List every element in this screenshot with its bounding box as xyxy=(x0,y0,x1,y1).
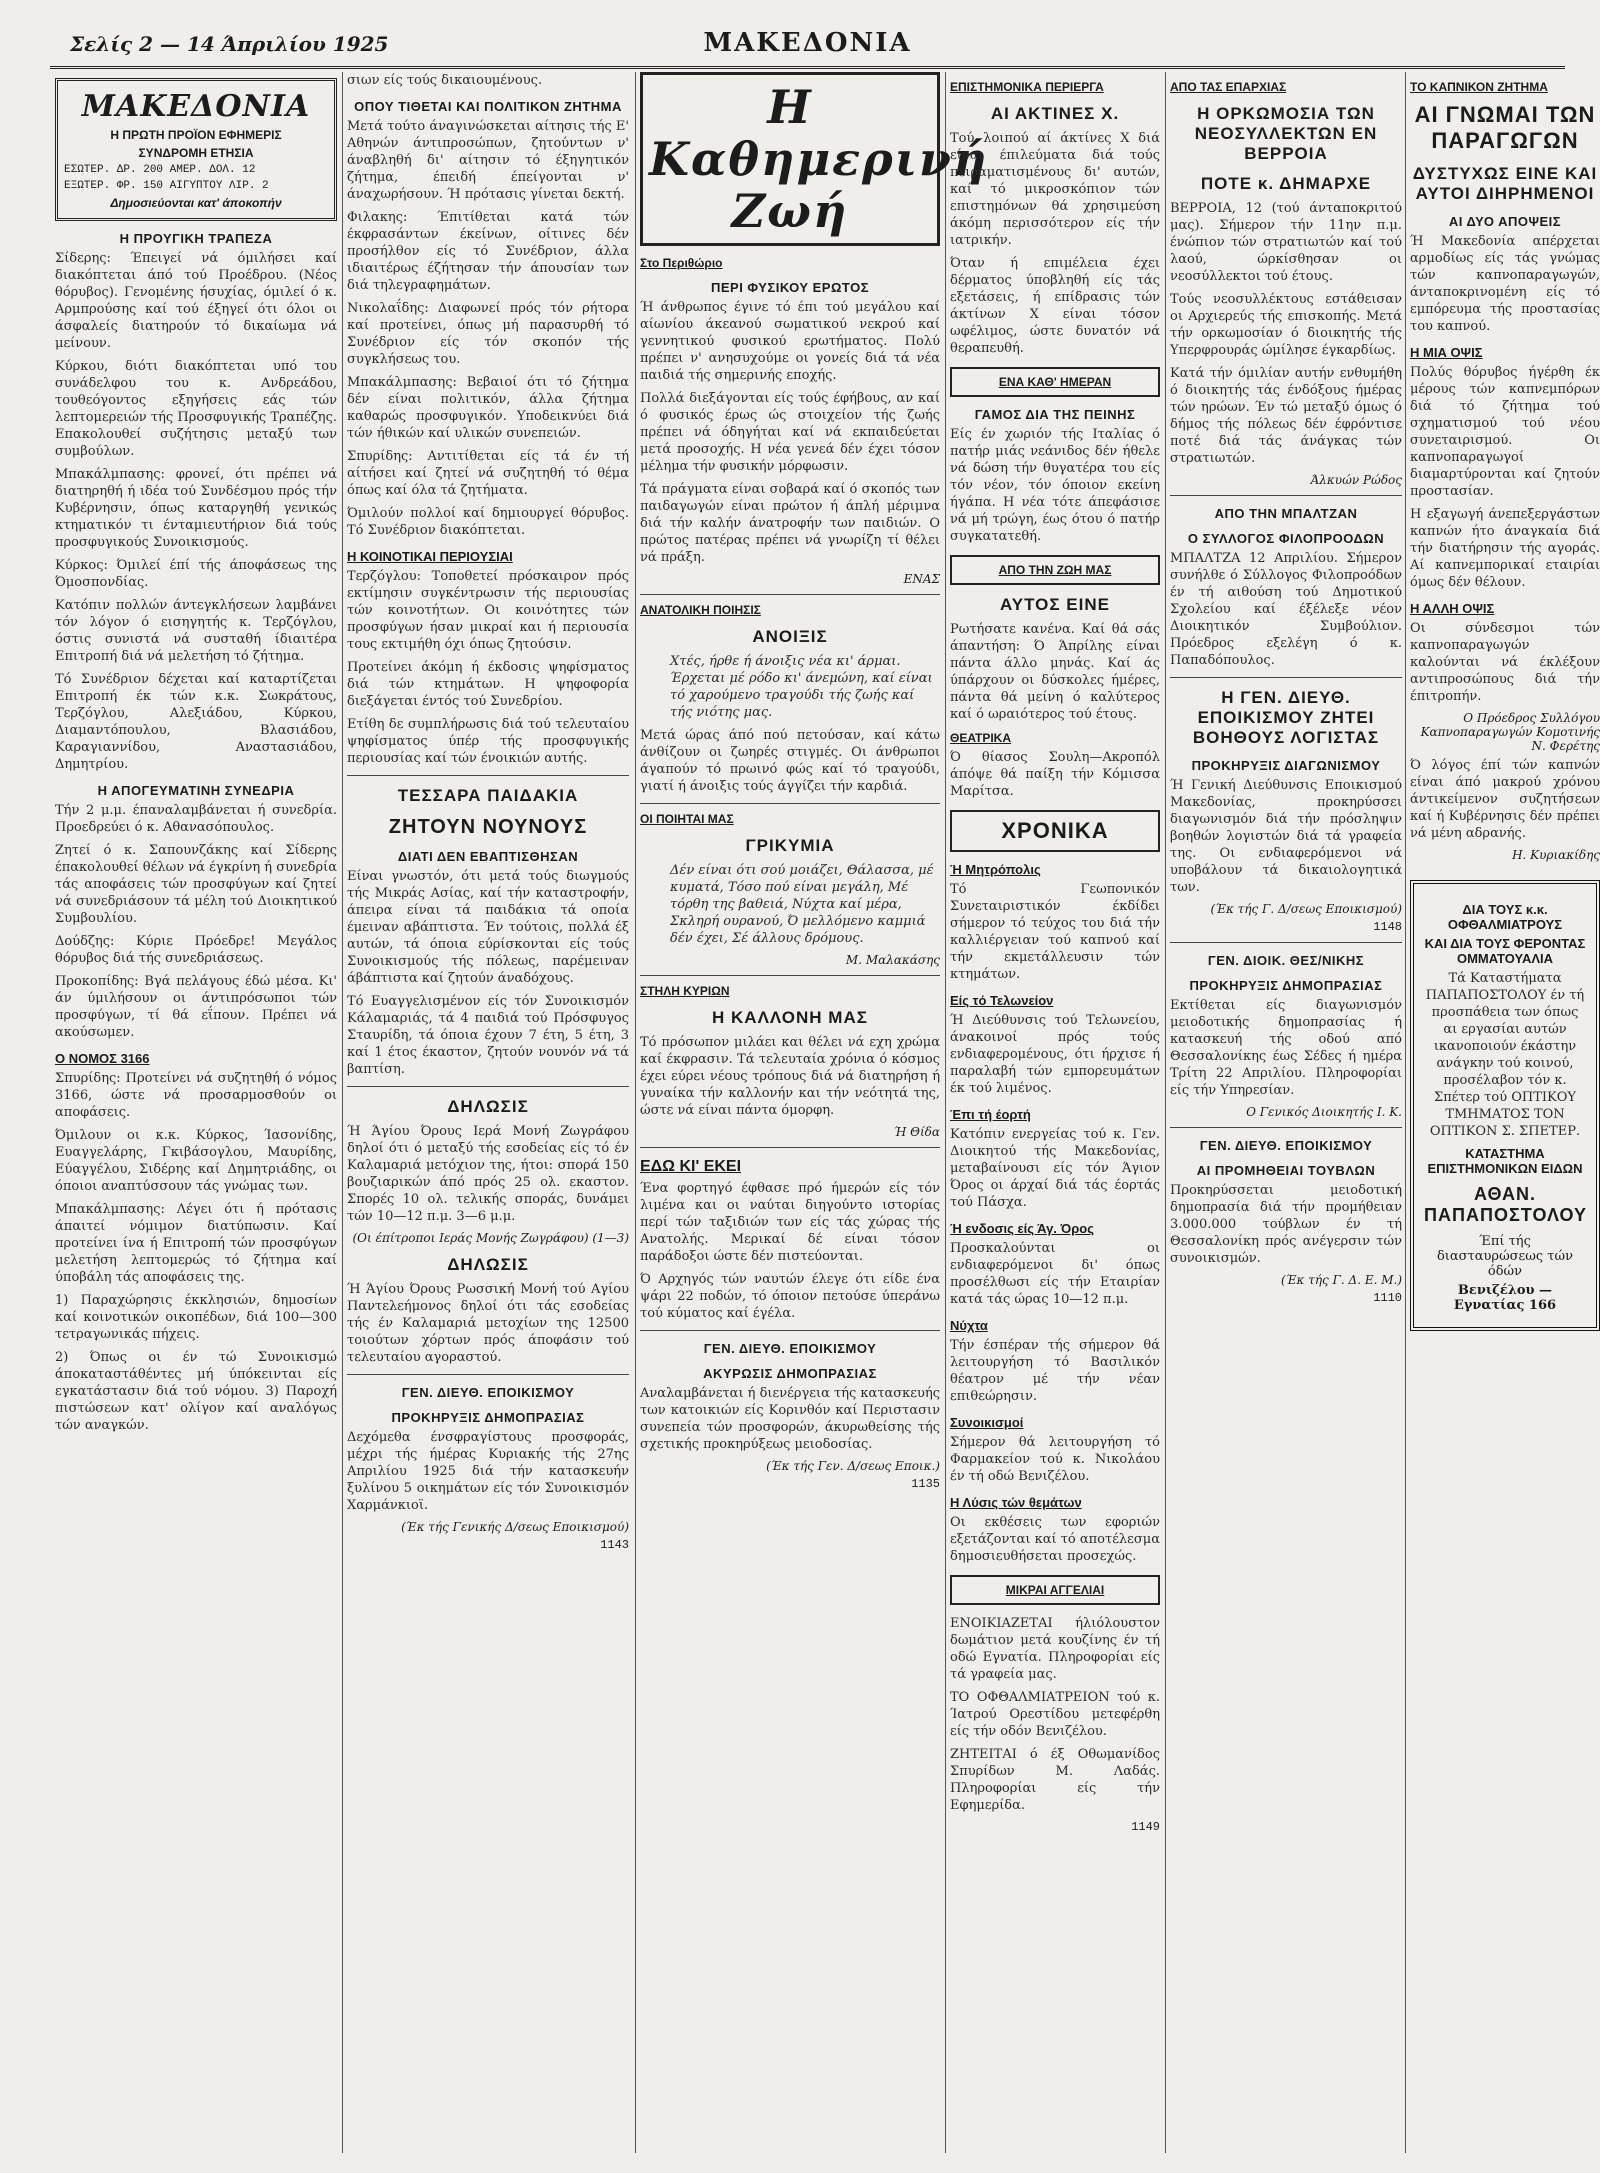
paragraph: Μπακάλμπασης: Λέγει ότι ή πρότασις άπαιτεί νόμιμον διατύπωσιν. Καί προτείνει ίνα ή Επιτροπή τών προσφύγων μελετήση λεπτομερώς τό ζήτημα καί ύποβάλη τάς αποφάσεις της. xyxy=(55,1202,337,1285)
subhead: Η Λύσις τών θεμάτων xyxy=(950,1495,1082,1510)
headline: Η ΟΡΚΩΜΟΣΙΑ ΤΩΝ ΝΕΟΣΥΛΛΕΚΤΩΝ ΕΝ ΒΕΡΡΟΙΑ xyxy=(1194,104,1378,163)
headline: ΓΕΝ. ΔΙΕΥΘ. ΕΠΟΙΚΙΣΜΟΥ xyxy=(401,1385,575,1400)
headline: ΑΙ ΓΝΩΜΑΙ ΤΩΝ ΠΑΡΑΓΩΓΩΝ xyxy=(1414,102,1596,153)
section-box xyxy=(950,1575,1160,1605)
headline: ΑΙ ΠΡΟΜΗΘΕΙΑΙ ΤΟΥΒΛΩΝ xyxy=(1196,1163,1376,1178)
paragraph: Κατά τήν όμιλίαν αυτήν ενθυμήθη ό διοικητής τάς ένδόξους ήμέρας τών ηρώων. Έν τώ μεταξύ όμως ό δήμος τής πόλεως δέν έφρόντισε ποτέ διά τάς άνάγκας τών στρατιωτών. xyxy=(1170,366,1402,466)
column-5 xyxy=(1170,72,1402,2153)
column-2 xyxy=(347,72,629,2153)
headline: Η ΠΡΟΥΓΙΚΗ ΤΡΑΠΕΖΑ xyxy=(119,231,273,246)
column-4 xyxy=(950,72,1160,2153)
section-label: ΣΤΗΛΗ ΚΥΡΙΩΝ xyxy=(640,984,730,998)
headline: ΠΡΟΚΗΡΥΞΙΣ ΔΗΜΟΠΡΑΣΙΑΣ xyxy=(1189,978,1383,993)
headline: ΠΟΤΕ κ. ΔΗΜΑΡΧΕ xyxy=(1200,174,1372,193)
paragraph: Τερζόγλου: Τοποθετεί πρόσκαιρον πρός εκτίμησιν συγκέντρωσιν τής περιουσίας τών κοινοτήτων. Οι κοινότητες τών προσφύγων ήσαν μικραί και ή περιουσία τους εκτιμήθη όχι όπως ζητούσιν. xyxy=(347,569,629,652)
paragraph: Πολλά διεξάγονται είς τούς έφήβους, αν καί ό φυσικός έρως ώς στοιχείον τής ζωής πρέπει νά όδηγήται καί νά εκπαιδεύεται μετά προσοχής. Η νέα γενεά δέν έχει τόσον μέλημα τήν φυσικήν μόρφωσιν. xyxy=(640,391,940,474)
paragraph: Κύρκου, διότι διακόπτεται υπό του συνάδελφου του κ. Ανδρεάδου, τουθεόγοντος εξηγήσεις εάς τών λεπτομερειών τής Προσφυγικής Τραπέζης. Επακολουθεί συζήτησις μεταξύ των συμβούλων. xyxy=(55,359,337,459)
paragraph: Σπυρίδης: Αντιτίθεται είς τά έν τή αίτήσει καί ζητεί νά συζητηθή τό θέμα όπως καί όλα τά ζητήματα. xyxy=(347,449,629,498)
headline: Ο ΣΥΛΛΟΓΟΣ ΦΙΛΟΠΡΟΟΔΩΝ xyxy=(1187,531,1385,546)
divider xyxy=(1170,942,1402,943)
subhead: Ή ενδοσις είς Άγ. Όρος xyxy=(950,1221,1094,1236)
classified-ad: ΤΟ ΟΦΘΑΛΜΙΑΤΡΕΙΟΝ τού κ. Ίατρού Ορεστίδου μετεφέρθη είς τήν οδόν Βενιζέλου. xyxy=(950,1690,1160,1739)
column-rule xyxy=(635,72,636,2153)
paragraph: 2) Όπως οι έν τώ Συνοικισμώ άποκαταστάθέντες μή ύπόκεινται είς εγκατάστασιν διά τού νόμου. 3) Παροχή πιστώσεων κατ' ολίγον καί αναλόγως τών αναγκών. xyxy=(55,1350,337,1433)
subhead: Ή Μητρόπολις xyxy=(950,862,1041,877)
ad-body: Τά Καταστήματα ΠΑΠΑΠΟΣΤΟΛΟΥ έν τή προσπάθεια των όπως αι εργασίαι αυτών ικανοποιούν έκάστην ανάγκην τού κοινού, προσέλαβον τόν κ. Σπέτερ τού ΟΠΤΙΚΟΥ ΤΜΗΜΑΤΟΣ ΤΟΝ ΟΠΤΙΚΟΝ Σ. ΣΠΕΤΕΡ. xyxy=(1425,971,1585,1139)
headline: ΔΥΣΤΥΧΩΣ ΕΙΝΕ ΚΑΙ ΑΥΤΟΙ ΔΙΗΡΗΜΕΝΟΙ xyxy=(1412,164,1598,203)
column-rule xyxy=(1405,72,1406,2153)
paragraph: Τούς νεοσυλλέκτους εστάθεισαν οι Αρχιερεύς τής επισκοπής. Μετά τήν ορκωμοσίαν ό διοικητής τής Υπερφρουράς ώμίλησε έγκαρδίως. xyxy=(1170,292,1402,358)
headline: ΑΝΟΙΞΙΣ xyxy=(752,627,828,646)
paragraph: Ή Μακεδονία απέρχεται αρμοδίως είς τάς γνώμας τών καπνοπαραγωγών, άνταποκρινομένη είς τό εμπόρευμα τής προστασίας του καπνού. xyxy=(1410,234,1600,334)
paragraph: Ή Άγίου Όρους Ρωσσική Μονή τού Αγίου Παντελεήμονος δηλοί ότι τάς εσοδείας τής έν Καλαμαριά μετοχίων της 12500 τοιούτων χόρτων πρός άποφάσιν τού τελευταίου αγοραστού. xyxy=(347,1282,629,1365)
subhead: Η ΜΙΑ ΟΨΙΣ xyxy=(1410,345,1483,360)
classified-ad: ΕΝΟΙΚΙΑΖΕΤΑΙ ήλιόλουστον δωμάτιον μετά κουζίνης έν τή οδώ Εγνατία. Πληροφορίαι είς τά γραφεία μας. xyxy=(950,1616,1160,1682)
paragraph: Ετίθη δε συμπλήρωσις διά τού τελευταίου ψηφίσματος ύπέρ τής προσφυγικής περιουσίας καί τών ένοικιών αυτής. xyxy=(347,717,629,766)
subhead: Συνοικισμοί xyxy=(950,1415,1024,1430)
paragraph: Προκηρύσσεται μειοδοτική δημοπρασία διά τήν προμήθειαν 3.000.000 τούβλων έν τή Θεσσαλονίκη πρός ανέγερσιν τών συνοικισμών. xyxy=(1170,1183,1402,1266)
headline: ΧΡΟΝΙΚΑ xyxy=(1001,818,1109,843)
paragraph: Ή Γενική Διεύθυνσις Εποικισμού Μακεδονίας, προκηρύσσει διαγωνισμόν διά τήν πρόσληψιν βοηθών λογιστών διά τά γραφεία της. Οι ενδιαφερόμενοι νά υποβάλουν τά δικαιολογητικά των. xyxy=(1170,778,1402,895)
column-1 xyxy=(55,72,337,2153)
headline: ΑΠΟ ΤΗΝ ΜΠΑΛΤΖΑΝ xyxy=(1214,506,1358,521)
ad-line: ΔΙΑ ΤΟΥΣ κ.κ. ΟΦΘΑΛΜΙΑΤΡΟΥΣ xyxy=(1447,902,1563,932)
paragraph: 1) Παραχώρησις έκκλησιών, δημοσίων καί κοινοτικών οικοπέδων, διά 100—300 τετραγωνικάς πήχεις. xyxy=(55,1293,337,1342)
poem: Δέν είναι ότι σού μοιάζει, Θάλασσα, μέ κυματά, Τόσο πού είναι μεγάλη, Μέ τόρθη της βαθειά, Νύχτα καί μέρα, Σκληρή ουρανού, Ό μελλόμενο καμμιά δέν έχει, Σέ άλλους δρόμους. xyxy=(670,863,934,946)
newspaper-title: ΜΑΚΕΔΟΝΙΑ xyxy=(703,28,912,58)
classified-ad: ΖΗΤΕΙΤΑΙ ό έξ Οθωμανίδος Σπυρίδων Μ. Λαδάς. Πληροφορίαι είς τήν Εφημερίδα. xyxy=(950,1747,1160,1813)
paragraph: Ό λόγος έπί τών καπνών είναι άπό μακρού χρόνου άντικείμενον συζητήσεων καί ή Κυβέρνησις δέν πρέπει νά μένη αδρανής. xyxy=(1410,758,1600,841)
paragraph: Φιλακης: Έπιτίθεται κατά τών έκφρασάντων έκείνων, οίτινες δέν προσήλθον είς τό Συνέδριον, άλλα ιδιαιτέρως έζήτησαν τήν άπουσίαν των διά τηλεγραφημάτων. xyxy=(347,210,629,293)
headline: Η ΓΕΝ. ΔΙΕΥΘ. ΕΠΟΙΚΙΣΜΟΥ ΖΗΤΕΙ ΒΟΗΘΟΥΣ ΛΟΓΙΣΤΑΣ xyxy=(1192,688,1380,747)
section-label: Στο Περιθώριο xyxy=(640,256,723,270)
paragraph: Ή άνθρωπος έγινε τό έπι τού μεγάλου καί αίωνίου άκεανού σωματικού νεκρού καί γεννητικού φυσικού ερωτήματος. Πολύ πρέπει ν' ανησυχούμε οι γονείς διά τά νέα παιδιά τής σημερινής εποχής. xyxy=(640,300,940,383)
poem: Χτές, ήρθε ή άνοιξις νέα κι' άρμαι. Έρχεται μέ ρόδο κι' άνεμώνη, καί είναι τό χαρούμενο τραγούδι τής ζωής καί τής νιότης μας. xyxy=(670,654,933,720)
paragraph: Είς έν χωριόν τής Ιταλίας ό πατήρ μιάς νεάνιδος δέν ήθελε νά δώση τήν θυγατέρα του είς τόν νέον, τόν όποιον εκείνη ήγάπα. Η νέα τότε άπεφάσισε νά μή τρώγη, έως ότου ό πατήρ συγκατατεθή. xyxy=(950,427,1160,544)
masthead xyxy=(50,26,1565,69)
paragraph: Προκοπίδης: Βγά πελάγους έδώ μέσα. Κι' άν ύμιλήσουν οι άντιπρόσωποι τών προσφύγων, τί θά εΐπουν. Πρέπει νά ακούσωμεν. xyxy=(55,974,337,1040)
column-rule xyxy=(1165,72,1166,2153)
paragraph: Τά πράγματα είναι σοβαρά καί ό σκοπός των παιδαγωγών είναι πρώτον ή άπλή μέριμνα διά τήν καλήν άνατροφήν των παιδιών. Ο πρώτος πατέρας πρέπει νά γνωρίζη τί θέλει νά πράξη. xyxy=(640,482,940,565)
section-box xyxy=(950,555,1160,585)
divider xyxy=(640,975,940,976)
signature: (Έκ τής Γ. Δ/σεως Εποικισμού) xyxy=(1210,902,1402,916)
paragraph: Ρωτήσατε κανένα. Καί θά σάς άπαντήση: Ό Άπρίλης είναι πάντα άλλο μηνάς. Καί άς ύπάρχουν οι δύσκολες ήμέρες, πάντα θά μείνη ό καλύτερος καί ό ωραιότερος τού έτους. xyxy=(950,622,1160,722)
subscription-label: ΣΥΝΔΡΟΜΗ ΕΤΗΣΙΑ xyxy=(138,146,254,160)
signature: (Οι έπίτροποι Ιεράς Μονής Ζωγράφου) (1—3) xyxy=(352,1231,629,1245)
headline: Η ΑΠΟΓΕΥΜΑΤΙΝΗ ΣΥΝΕΔΡΙΑ xyxy=(97,783,295,798)
ad-code: 1110 xyxy=(1373,1291,1402,1305)
paragraph: Η εξαγωγή άνεπεξεργάστων καπνών ήτο άναγκαία διά τήν διατήρησιν τής αγοράς. Αί καπνεμπορικαί εταιρίαι όμως δέν θέλουν. xyxy=(1410,507,1600,590)
optician-advertisement xyxy=(1410,880,1600,1331)
paragraph: Σίδερης: Έπειγεί νά όμιλήσει καί διακόπτεται άπό τού Προέδρου. (Νέος θόρυβος). Γενομένης ήσυχίας, όμιλεί ό κ. Αρμπρούσης καί τού έξηγεί ότι όλοι οι άσφαλείς διατηρούν τό δικαίωμα νά μείνουν. xyxy=(55,251,337,351)
signature: Άλκυών Ρώδος xyxy=(1310,473,1402,487)
paragraph: Αναλαμβάνεται ή διενέργεια τής κατασκευής των κατοικιών είς Κορινθόν καί Περιστασιν συνεπεία τών προσφορών, άκυρωθείσης τής σχετικής προκηρύξεως μειοδοσίας. xyxy=(640,1386,941,1452)
headline: ΑΙ ΑΚΤΙΝΕΣ Χ. xyxy=(990,104,1120,123)
subscription-title: ΜΑΚΕΔΟΝΙΑ xyxy=(81,89,311,124)
paragraph: Οι σύνδεσμοι τών καπνοπαραγωγών καλούνται νά έκλέξουν αντιπροσώπους διά τήν έπιτροπήν. xyxy=(1410,621,1600,704)
page-date-line: Σελίς 2 — 14 Άπριλίου 1925 xyxy=(70,32,389,56)
paragraph: Όμιλουν οι κ.κ. Κύρκος, Ίασονίδης, Ευαγγελάρης, Γκιβάσογλου, Μαυρίδης, Εύαγγέλου, Σιδέρης καί Δημητριάδης, οι όποιοι αναπτύσσουν τάς γνώμας των. xyxy=(55,1128,337,1194)
subscription-price: ΕΣΩΤΕΡ. ΔΡ. 200 ΑΜΕΡ. ΔΟΛ. 12 xyxy=(64,164,256,176)
subscription-price: ΕΞΩΤΕΡ. ΦΡ. 150 ΑΙΓΥΠΤΟΥ ΛΙΡ. 2 xyxy=(64,180,269,192)
chronicle-box xyxy=(950,810,1160,852)
paragraph: ΒΕΡΡΟΙΑ, 12 (τού άνταποκριτού μας). Σήμερον τήν 11ην π.μ. ένώπιον τών στρατιωτών καί τού λαού, ώρκίσθησαν οι νεοσύλλεκτοι τού έτους. xyxy=(1170,201,1402,284)
daily-life-banner xyxy=(640,72,989,246)
paragraph: ΜΠΑΛΤΖΑ 12 Απριλίου. Σήμερον συνήλθε ό Σύλλογος Φιλοπροόδων έν τή αιθούση τού Δημοτικού Σχολείου καί έξέλεξε νέον Διοικητικόν Συμβούλιον. Πρόεδρος εξελέγη ό κ. Παπαδόπουλος. xyxy=(1170,551,1402,668)
signature: (Έκ τής Γ. Δ. Ε. Μ.) xyxy=(1281,1273,1402,1287)
paragraph: Ή Διεύθυνσις τού Τελωνείου, άνακοινοί πρός τούς ενδιαφερομένους, ότι ήρχισε ή παραλαβή τών εμπορευμάτων έκ τού λιμένος. xyxy=(950,1013,1160,1096)
signature: (Έκ τής Γεν. Δ/σεως Εποικ.) xyxy=(766,1459,940,1473)
signature: Η. Κυριακίδης xyxy=(1512,848,1600,862)
section-label: ΑΠΟ ΤΑΣ ΕΠΑΡΧΙΑΣ xyxy=(1170,80,1287,94)
headline: ΠΡΟΚΗΡΥΞΙΣ ΔΗΜΟΠΡΑΣΙΑΣ xyxy=(391,1410,585,1425)
paragraph: Ένα φορτηγό έφθασε πρό ήμερών είς τόν λιμένα και οι ναύται διηγούντο ιστορίας περί τών ταξιδιών των είς τάς χώρας τής Ανατολής. Μερικαί δέ είναι τόσον παράδοξοι ώστε δέν πιστεύονται. xyxy=(640,1181,940,1264)
divider xyxy=(640,594,940,595)
ad-name: ΑΘΑΝ. ΠΑΠΑΠΟΣΤΟΛΟΥ xyxy=(1424,1184,1588,1225)
ad-code: 1149 xyxy=(1131,1820,1160,1834)
headline: Η ΚΟΙΝΟΤΙΚΑΙ ΠΕΡΙΟΥΣΙΑΙ xyxy=(347,549,513,564)
headline: ΕΔΩ ΚΙ' ΕΚΕΙ xyxy=(640,1158,742,1175)
section-label: ΕΝΑ ΚΑΘ' ΗΜΕΡΑΝ xyxy=(998,375,1112,389)
section-label: ΑΝΑΤΟΛΙΚΗ ΠΟΙΗΣΙΣ xyxy=(640,603,761,617)
paragraph: Ή Άγίου Όρους Ιερά Μονή Ζωγράφου δηλοί ότι ό μεταξύ τής εσοδείας είς τό έν Καλαμαριά μετόχιον της, ήτοι: σπορά 150 βουζιαρικών άπό πρός 25 ολ. εκαστον. Σπορές 10 ολ. τελικής σποράς, δυνάμει τών 10—12 π.μ. 3—6 μ.μ. xyxy=(347,1124,629,1224)
column-rule xyxy=(945,72,946,2153)
section-label: ΘΕΑΤΡΙΚΑ xyxy=(950,731,1012,745)
paragraph: σιων είς τούς δικαιουμένους. xyxy=(347,73,543,88)
headline: ΔΗΛΩΣΙΣ xyxy=(447,1255,529,1274)
divider xyxy=(1170,495,1402,496)
paragraph: Είναι γνωστόν, ότι μετά τούς διωγμούς τής Μικράς Ασίας, καί τήν καταστροφήν, άπειρα είναι τά παιδάκια τά οποία έμειναν αβάπτιστα. Έν τούτοις, πολλά έξ αυτών, τά όποια εύρίσκονται είς τούς Συνοικισμούς τής πόλεως, παρέμειναν άβάπτιστα καί ζητούν άναδόχους. xyxy=(347,869,629,986)
paragraph: Τό πρόσωπον μιλάει και θέλει νά εχη χρώμα καί έκφρασιν. Τά τελευταία χρόνια ό κόσμος έχει εύρει νέους τρόπους διά νά διατηρήση ή γυναίκα τήν καλλονήν και τήν νεότητά της, ώστε νά είναι πάντα όμορφη. xyxy=(640,1035,940,1118)
ad-subline: Έπί τής διασταυρώσεως τών όδών xyxy=(1436,1234,1573,1279)
ad-line: ΚΑΤΑΣΤΗΜΑ ΕΠΙΣΤΗΜΟΝΙΚΩΝ ΕΙΔΩΝ xyxy=(1427,1146,1583,1176)
divider xyxy=(640,803,940,804)
headline: ΓΕΝ. ΔΙΕΥΘ. ΕΠΟΙΚΙΣΜΟΥ xyxy=(703,1341,877,1356)
subscription-subtitle: Η ΠΡΩΤΗ ΠΡΟΪΟΝ ΕΦΗΜΕΡΙΣ xyxy=(110,128,282,142)
paragraph: Όταν ή επιμέλεια έχει δέρματος ύποβληθή είς τάς εξετάσεις, ή επίδρασις τών άκτίνων Χ είναι τόσον ωφέλιμος, ώστε δυνατόν νά θεραπευθή. xyxy=(950,256,1160,356)
subhead: Έπι τή έορτή xyxy=(950,1107,1031,1122)
paragraph: Σπυρίδης: Προτείνει νά συζητηθή ό νόμος 3166, ώστε νά προσαρμοσθούν οι αποφάσεις. xyxy=(55,1071,337,1120)
subhead: Είς τό Τελωνείον xyxy=(950,993,1054,1008)
paragraph: Κατόπιν ενεργείας τού κ. Γεν. Διοικητού τής Μακεδονίας, μεταβαίνουσι είς τόν Άγιον Όρος οι άρχαί διά τάς έορτάς τού Πάσχα. xyxy=(950,1127,1160,1210)
ad-line: ΚΑΙ ΔΙΑ ΤΟΥΣ ΦΕΡΟΝΤΑΣ ΟΜΜΑΤΟΥΑΛΙΑ xyxy=(1424,936,1586,966)
signature: ΕΝΑΣ xyxy=(903,572,940,586)
subscription-box xyxy=(55,78,337,221)
headline: ΟΠΟΥ ΤΙΘΕΤΑΙ ΚΑΙ ΠΟΛΙΤΙΚΟΝ ΖΗΤΗΜΑ xyxy=(354,99,622,114)
headline: ΑΚΥΡΩΣΙΣ ΔΗΜΟΠΡΑΣΙΑΣ xyxy=(703,1366,877,1381)
paragraph: Προτείνει άκόμη ή έκδοσις ψηφίσματος διά τών κτημάτων. Η ψηφοφορία διεξάγεται έντός τού Συνεδρίου. xyxy=(347,660,629,709)
headline: ΖΗΤΟΥΝ ΝΟΥΝΟΥΣ xyxy=(388,816,588,838)
ad-code: 1148 xyxy=(1373,920,1402,934)
divider xyxy=(640,1147,940,1148)
divider xyxy=(347,1374,629,1375)
paragraph: Ό θίασος Σουλη—Ακροπόλ άπόψε θά παίξη τήν Κόμισσα Μαρίτσα. xyxy=(950,750,1160,799)
paragraph: Ό Αρχηγός τών ναυτών έλεγε ότι είδε ένα ψάρι 22 ποδών, τό όποιον πετούσε ύπεράνω τού κύματος καί έγέλα. xyxy=(640,1272,940,1321)
paragraph: Μπακάλμπασης: φρονεί, ότι πρέπει νά διατηρηθή ή ιδέα τού Συνδέσμου πρός τήν Κυβέρνησιν, όπως καταργηθή γενικώς κτηματικόν τι ένταμιευτήριον διά τούς προσφυγικούς Συνοικισμούς. xyxy=(55,467,337,550)
headline: ΓΕΝ. ΔΙΟΙΚ. ΘΕΣ/ΝΙΚΗΣ xyxy=(1207,953,1365,968)
paragraph: Τό Ευαγγελισμένον είς τόν Συνοικισμόν Κάλαμαριάς, τά 4 παιδιά τού Πρόσφυγος Σταυρίδη, τά όποια έχουν 7 έτη, 5 έτη, 3 καί 1 έτος έκαστον, ζητούν νουνόν νά τά βαπτίση. xyxy=(347,994,629,1077)
section-label: ΕΠΙΣΤΗΜΟΝΙΚΑ ΠΕΡΙΕΡΓΑ xyxy=(950,80,1104,94)
headline: ΠΕΡΙ ΦΥΣΙΚΟΥ ΕΡΩΤΟΣ xyxy=(710,280,870,295)
paragraph: Εκτίθεται είς διαγωνισμόν μειοδοτικής δημοπρασίας ή κατασκευή τής οδού από Θεσσαλονίκης έως Σέδες ή ημέρα Τρίτη 22 Απριλίου. Πληροφορίαι είς τήν Υπηρεσίαν. xyxy=(1170,998,1402,1098)
paragraph: Τήν 2 μ.μ. έπαναλαμβάνεται ή συνεδρία. Προεδρεύει ό κ. Αθανασόπουλος. xyxy=(55,803,337,835)
signature: Ο Πρόεδρος Συλλόγου Καπνοπαραγωγών Κομοτινής Ν. Φερέτης xyxy=(1420,711,1600,753)
section-label: ΟΙ ΠΟΙΗΤΑΙ ΜΑΣ xyxy=(640,812,734,826)
paragraph: Μπακάλμπασης: Βεβαιοί ότι τό ζήτημα δέν είναι πολιτικόν, άλλα ζήτημα καθαρώς προσφυγικόν. Υποδεικνύει διά τών ήθικών καί υλικών συνεπειών. xyxy=(347,375,629,441)
column-rule xyxy=(342,72,343,2153)
headline: ΔΙΑΤΙ ΔΕΝ ΕΒΑΠΤΙΣΘΗΣΑΝ xyxy=(397,849,579,864)
paragraph: Οι εκθέσεις των εφοριών εξετάζονται καί τό αποτέλεσμα δημοσιευθήσεται προσεχώς. xyxy=(950,1515,1161,1564)
banner-title: Η Καθημερινή Ζωή xyxy=(649,80,989,238)
divider xyxy=(1170,1127,1402,1128)
paragraph: Σήμερον θά λειτουργήση τό Φαρμακείον τού κ. Νικολάου έν τή οδώ Βενιζέλου. xyxy=(950,1435,1160,1484)
headline: ΠΡΟΚΗΡΥΞΙΣ ΔΙΑΓΩΝΙΣΜΟΥ xyxy=(1191,758,1381,773)
paragraph: Μετά τούτο άναγινώσκεται αίτησις τής Ε' Αθηνών άντιπροσώπων, ζητούντων ν' άναβληθή δι' αίτησιν τό έξηγητικόν ζήτημα, έπειδή έπείγονται ν' άναχωρήσουν. Ή πρότασις γίνεται δεκτή. xyxy=(347,119,629,202)
signature: Μ. Μαλακάσης xyxy=(845,953,940,967)
divider xyxy=(640,1330,940,1331)
headline: ΑΙ ΔΥΟ ΑΠΟΨΕΙΣ xyxy=(1448,214,1562,229)
headline: ΑΥΤΟΣ ΕΙΝΕ xyxy=(1000,595,1110,614)
paragraph: Τήν έσπέραν τής σήμερον θά λειτουργήση τό Βασιλικόν θέατρον μέ τήν νέαν επιθεώρησιν. xyxy=(950,1338,1160,1404)
section-label: ΤΟ ΚΑΠΝΙΚΟΝ ΖΗΤΗΜΑ xyxy=(1410,80,1548,94)
subhead: Νύχτα xyxy=(950,1318,988,1333)
headline: ΔΗΛΩΣΙΣ xyxy=(447,1097,529,1116)
paragraph: Μετά ώρας άπό πού πετούσαν, καί κάτω άνθίζουν οι ζωηρές στιγμές. Οι άνθρωποι άγαπούν τό πρωινό φώς καί τό τραγούδι, γιατί ή άνοιξις τούς άγγίζει τήν καρδιά. xyxy=(640,728,940,794)
signature: (Έκ τής Γενικής Δ/σεως Εποικισμού) xyxy=(401,1520,629,1534)
headline: Η ΚΑΛΛΟΝΗ ΜΑΣ xyxy=(712,1008,868,1027)
paragraph: Νικολαΐδης: Διαφωνεί πρός τόν ρήτορα καί προτείνει, όπως μή παρασυρθή τό Συνέδριον είς τόν σκοπόν τής συγκλήσεως του. xyxy=(347,301,629,367)
paragraph: Πολύς θόρυβος ήγέρθη έκ μέρους τών καπνεμπόρων διά τό ζήτημα τού σχηματισμού τού νέου συνεταιρισμού. Οι καπνοπαραγωγοί διαμαρτύρονται καί ζητούν προστασίαν. xyxy=(1410,365,1600,499)
section-label: ΑΠΟ ΤΗΝ ΖΩΗ ΜΑΣ xyxy=(998,563,1112,577)
divider xyxy=(1170,677,1402,678)
paragraph: Τού λοιπού αί άκτίνες Χ διά είναι έπιλεύματα διά τούς πειραματισμένους δι' αυτών, καί τό μικροσκόπιον τών επιστημόνων θά χρησιμεύση άκόμη περισσότερον είς τήν ιατρικήν. xyxy=(950,131,1160,248)
paragraph: Δούδζης: Κύριε Πρόεδρε! Μεγάλος θόρυβος διά τής συνεδριάσεως. xyxy=(55,934,337,966)
paragraph: Τό Συνέδριον δέχεται καί καταρτίζεται Επιτροπή έκ τών κ.κ. Σωκράτους, Τερζόγλου, Αλεξιάδου, Κύρκου, Διαμαντόπουλου, Βλασιάδου, Καραγιαννίδου, Αναστασιάδου, Δημητρίου. xyxy=(55,672,337,772)
headline: Ο ΝΟΜΟΣ 3166 xyxy=(55,1051,150,1066)
subhead: Η ΑΛΛΗ ΟΨΙΣ xyxy=(1410,601,1495,616)
divider xyxy=(347,775,629,776)
subscription-note: Δημοσιεύονται κατ' άποκοπήν xyxy=(110,196,282,210)
headline: ΤΕΣΣΑΡΑ ΠΑΙΔΑΚΙΑ xyxy=(397,786,579,805)
signature: Ο Γενικός Διοικητής Ι. Κ. xyxy=(1246,1105,1402,1119)
ad-code: 1135 xyxy=(911,1477,940,1491)
ad-code: 1143 xyxy=(600,1538,629,1552)
paragraph: Δεχόμεθα ένσφραγίστους προσφοράς, μέχρι τής ήμέρας Κυριακής τής 27ης Απριλίου 1925 διά τήν κατασκευήν ξυλίνου 5 οικημάτων είς τόν Συνοικισμόν Χαρμάνκιοϊ. xyxy=(347,1430,629,1513)
paragraph: Προσκαλούνται οι ενδιαφερόμενοι δι' όπως προσέλθωσι είς τήν Εταιρίαν κατά τάς ώρας 10—12 π.μ. xyxy=(950,1241,1160,1307)
paragraph: Κατόπιν πολλών άντεγκλήσεων λαμβάνει τόν λόγον ό εισηγητής κ. Τερζόγλου, όστις συνιστά νά συσταθή ίδιαιτέρα Επιτροπή διά νά μελετήση τό ζήτημα. xyxy=(55,598,337,664)
section-box xyxy=(950,367,1160,397)
paragraph: Κύρκος: Όμιλεί έπί τής άποφάσεως της Όμοσπονδίας. xyxy=(55,558,337,590)
ad-address: Βενιζέλου — Εγνατίας 166 xyxy=(1453,1283,1557,1313)
headline: ΓΑΜΟΣ ΔΙΑ ΤΗΣ ΠΕΙΝΗΣ xyxy=(974,407,1136,422)
headline: ΓΡΙΚΥΜΙΑ xyxy=(745,836,835,855)
divider xyxy=(347,1086,629,1087)
column-6 xyxy=(1410,72,1600,2153)
paragraph: Όμιλούν πολλοί καί δημιουργεί θόρυβος. Τό Συνέδριον διακόπτεται. xyxy=(347,506,629,538)
headline: ΓΕΝ. ΔΙΕΥΘ. ΕΠΟΙΚΙΣΜΟΥ xyxy=(1199,1138,1373,1153)
section-label: ΜΙΚΡΑΙ ΑΓΓΕΛΙΑΙ xyxy=(1005,1583,1105,1597)
signature: Ή Θίδα xyxy=(893,1125,940,1139)
paragraph: Ζητεί ό κ. Σαπουνζάκης καί Σίδερης έπακολουθεί θέλων νά έγκρίνη ή συνεδρία τάς αποφάσεις τών προσφύγων καί ζητεί νά συνεδριάσουν τά μέλη τού Διοικητικού Συμβουλίου. xyxy=(55,843,337,926)
paragraph: Τό Γεωπονικόν Συνεταιριστικόν έκδίδει σήμερον τό τεύχος του διά τήν καλλιέργειαν τού καπνού καί τήν εκμετάλλευσιν τών κτημάτων. xyxy=(950,882,1160,982)
